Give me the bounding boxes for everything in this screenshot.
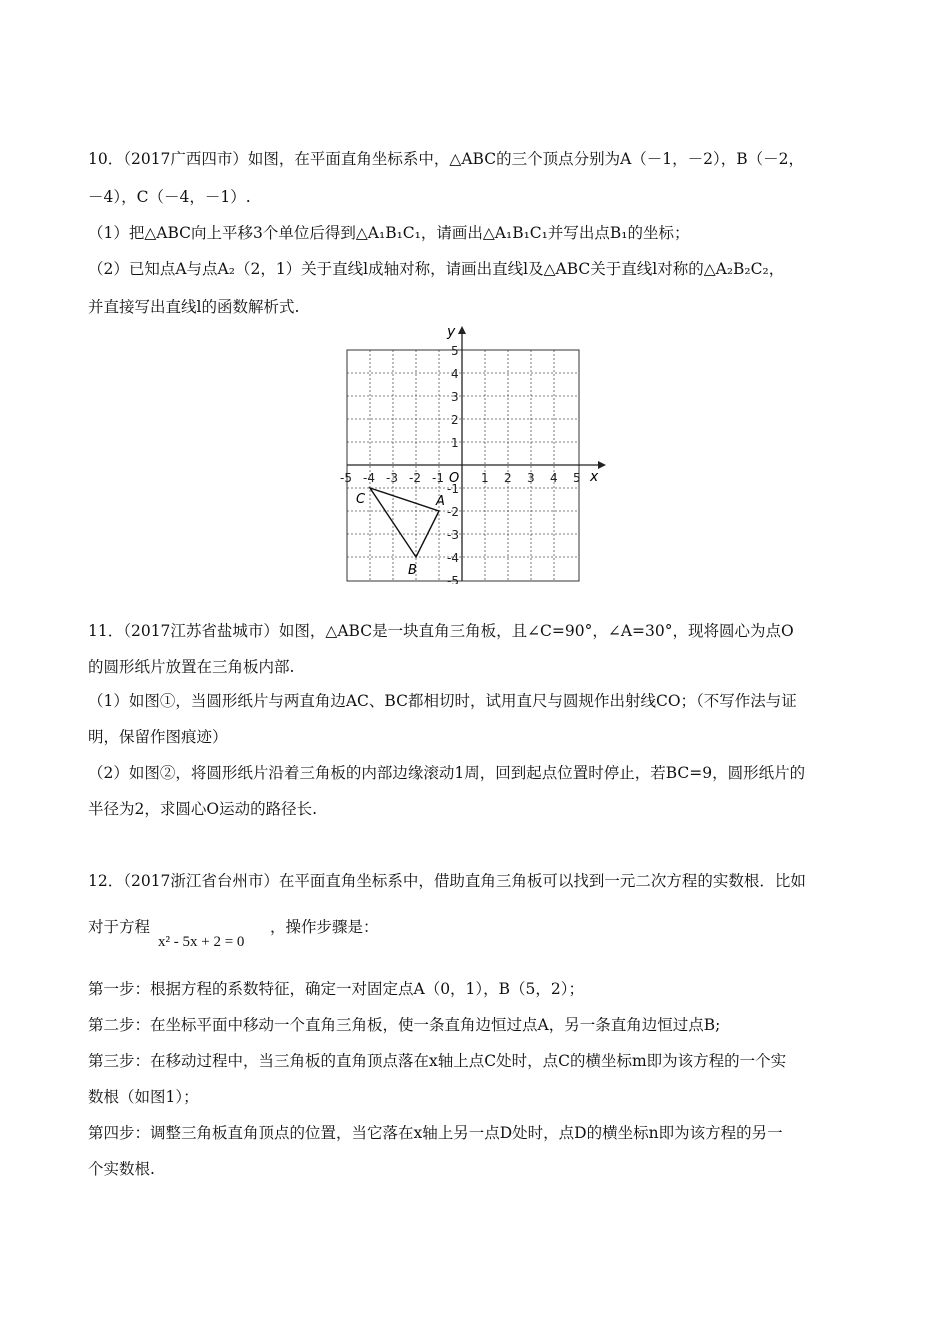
y-tick: -4 <box>447 551 459 565</box>
point-label-a: A <box>436 494 445 509</box>
q11-line-1: 11．（2017江苏省盐城市）如图，△ABC是一块直角三角板，且∠C=90°，∠A=30°，现将圆心为点O <box>88 622 794 640</box>
x-axis-arrow-icon <box>598 461 606 469</box>
q11-line-2: 的圆形纸片放置在三角板内部. <box>88 658 295 676</box>
q12-line-2: 对于方程 <box>88 918 151 936</box>
y-axis-label: y <box>447 324 456 340</box>
triangle-abc <box>370 488 439 557</box>
y-tick: 1 <box>451 436 459 450</box>
q11-line-3: （1）如图①，当圆形纸片与两直角边AC、BC都相切时，试用直尺与圆规作出射线CO；（不写作法与证 <box>88 692 797 710</box>
x-tick: 5 <box>573 471 581 485</box>
x-tick-labels <box>340 471 581 485</box>
q11-line-4: 明，保留作图痕迹） <box>88 728 228 746</box>
x-tick: 2 <box>504 471 512 485</box>
q10-line-4: （2）已知点A与点A₂（2，1）关于直线l成轴对称，请画出直线l及△ABC关于直线l对称的△A₂B₂C₂， <box>88 260 785 278</box>
q10-line-1: 10．（2017广西四市）如图，在平面直角坐标系中，△ABC的三个顶点分别为A（－1，－2），B（－2， <box>88 150 804 168</box>
x-axis-label: x <box>590 469 599 485</box>
x-tick: 4 <box>550 471 558 485</box>
x-tick: 3 <box>527 471 535 485</box>
y-tick-labels <box>447 344 459 584</box>
quadratic-equation: x² - 5x + 2 = 0 <box>158 934 245 950</box>
q11-line-6: 半径为2，求圆心O运动的路径长. <box>88 800 317 818</box>
q12-step-4a: 第四步：调整三角板直角顶点的位置，当它落在x轴上另一点D处时，点D的横坐标n即为该方程的另一 <box>88 1124 783 1142</box>
y-tick: -5 <box>447 574 459 584</box>
x-tick: -3 <box>386 471 398 485</box>
y-tick: 2 <box>451 413 459 427</box>
q12-line-1: 12．（2017浙江省台州市）在平面直角坐标系中，借助直角三角板可以找到一元二次方程的实数根．比如 <box>88 872 806 890</box>
x-tick: -5 <box>340 471 352 485</box>
point-label-c: C <box>356 492 366 507</box>
y-axis-arrow-icon <box>458 326 466 334</box>
y-tick: -1 <box>447 482 459 496</box>
q12-step-2: 第二步：在坐标平面中移动一个直角三角板，使一条直角边恒过点A，另一条直角边恒过点B; <box>88 1016 721 1034</box>
x-tick: 1 <box>481 471 489 485</box>
x-tick: -2 <box>409 471 421 485</box>
q11-line-5: （2）如图②，将圆形纸片沿着三角板的内部边缘滚动1周，回到起点位置时停止，若BC=9，圆形纸片的 <box>88 764 806 782</box>
y-tick: 3 <box>451 390 459 404</box>
origin-label: O <box>449 471 460 486</box>
q10-line-5: 并直接写出直线l的函数解析式. <box>88 298 300 316</box>
y-tick: 4 <box>451 367 459 381</box>
q12-step-3a: 第三步：在移动过程中，当三角板的直角顶点落在x轴上点C处时，点C的横坐标m即为该方程的一个实 <box>88 1052 787 1070</box>
x-tick: -1 <box>432 471 444 485</box>
coordinate-grid-figure <box>330 322 610 584</box>
q12-line-2b: ，操作步骤是： <box>270 918 379 936</box>
q12-step-4b: 个实数根. <box>88 1160 155 1178</box>
y-tick: -2 <box>447 505 459 519</box>
q10-line-2: －4），C（－4，－1）. <box>88 188 251 206</box>
y-tick: -3 <box>447 528 459 542</box>
q10-line-3: （1）把△ABC向上平移3个单位后得到△A₁B₁C₁，请画出△A₁B₁C₁并写出点B₁的坐标； <box>88 224 690 242</box>
q12-step-3b: 数根（如图1）； <box>88 1088 199 1106</box>
q12-step-1: 第一步：根据方程的系数特征，确定一对固定点A（0，1），B（5，2）； <box>88 980 585 998</box>
y-tick: 5 <box>451 344 459 358</box>
point-label-b: B <box>408 563 417 578</box>
x-tick: -4 <box>363 471 375 485</box>
